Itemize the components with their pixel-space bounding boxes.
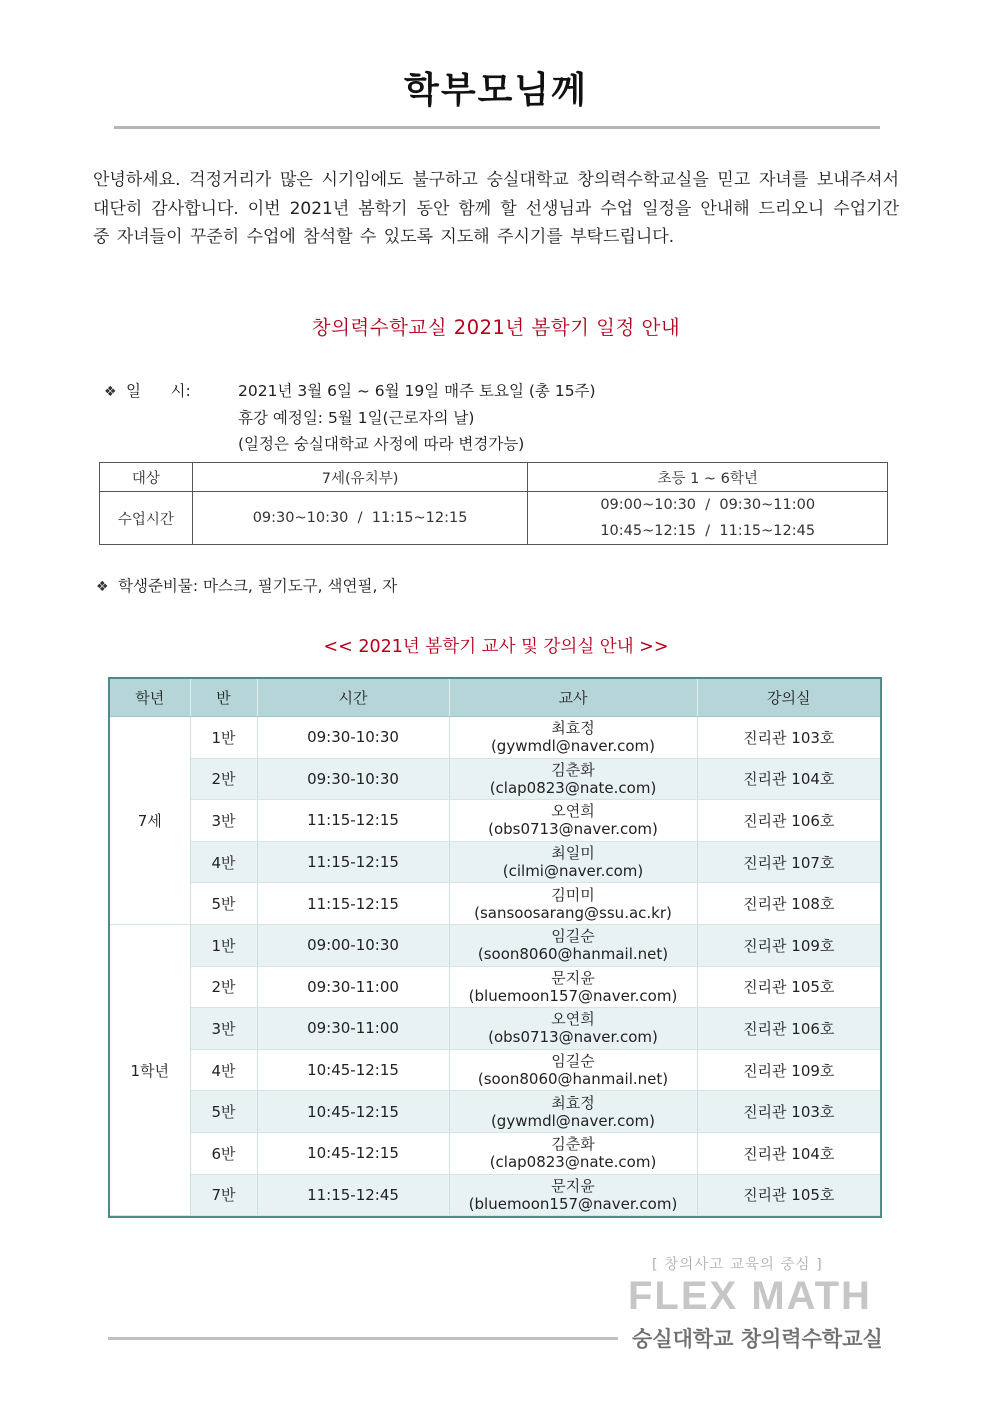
room-cell: 진리관 108호 xyxy=(697,883,880,925)
class-cell: 2반 xyxy=(190,966,257,1008)
teacher-cell xyxy=(449,1049,697,1091)
time-cell: 11:15-12:15 xyxy=(257,841,449,883)
room-cell: 진리관 104호 xyxy=(697,758,880,800)
time-cell: 10:45-12:15 xyxy=(257,1132,449,1174)
room-cell: 진리관 109호 xyxy=(697,1049,880,1091)
elementary-times xyxy=(528,492,888,545)
class-cell: 4반 xyxy=(190,841,257,883)
teacher-email: (clap0823@nate.com) xyxy=(489,778,657,797)
class-table-header xyxy=(110,679,880,717)
class-cell: 1반 xyxy=(190,924,257,966)
time-table-row xyxy=(100,492,888,545)
teacher-name: 최효정 xyxy=(551,1093,595,1112)
time-cell: 09:30-10:30 xyxy=(257,758,449,800)
table-row xyxy=(110,800,880,842)
class-cell: 7반 xyxy=(190,1174,257,1216)
teacher-cell xyxy=(449,924,697,966)
class-cell: 5반 xyxy=(190,1091,257,1133)
col-time-header: 시간 xyxy=(257,679,449,717)
time-cell: 09:30-11:00 xyxy=(257,1008,449,1050)
teacher-name: 문지윤 xyxy=(551,1176,595,1195)
room-cell: 진리관 106호 xyxy=(697,800,880,842)
schedule-date-row xyxy=(104,378,596,405)
organization-name: 숭실대학교 창의력수학교실 xyxy=(632,1327,883,1351)
time-cell: 09:30-11:00 xyxy=(257,966,449,1008)
table-row xyxy=(110,924,880,966)
teacher-email: (sansoosarang@ssu.ac.kr) xyxy=(474,903,672,922)
teacher-email: (obs0713@naver.com) xyxy=(488,820,658,839)
footer-divider xyxy=(108,1337,618,1340)
teacher-name: 김춘화 xyxy=(551,1135,595,1154)
teacher-name: 문지윤 xyxy=(551,968,595,987)
table-row xyxy=(110,1091,880,1133)
time-cell: 09:30-10:30 xyxy=(257,717,449,759)
teacher-cell xyxy=(449,717,697,759)
teacher-name: 오연희 xyxy=(551,1010,595,1029)
teacher-cell xyxy=(449,1174,697,1216)
schedule-label: 일 시: xyxy=(126,382,191,400)
class-section-title: << 2021년 봄학기 교사 및 강의실 안내 >> xyxy=(323,637,669,657)
bullet-icon: ❖ xyxy=(104,384,117,400)
teacher-email: (obs0713@naver.com) xyxy=(488,1028,658,1047)
room-cell: 진리관 103호 xyxy=(697,717,880,759)
table-row xyxy=(110,841,880,883)
room-cell: 진리관 105호 xyxy=(697,1174,880,1216)
teacher-email: (bluemoon157@naver.com) xyxy=(468,986,678,1005)
schedule-holiday: 휴강 예정일: 5월 1일(근로자의 날) xyxy=(238,409,475,427)
teacher-cell xyxy=(449,800,697,842)
schedule-dates: 2021년 3월 6일 ~ 6월 19일 매주 토요일 (총 15주) xyxy=(238,382,596,400)
grade-cell: 1학년 xyxy=(110,924,190,1215)
grade-cell: 7세 xyxy=(110,717,190,925)
class-assignment-table xyxy=(110,679,880,1216)
class-cell: 3반 xyxy=(190,800,257,842)
intro-paragraph: 안녕하세요. 걱정거리가 많은 시기임에도 불구하고 숭실대학교 창의력수학교실을 믿고 자녀를 보내주셔서 대단히 감사합니다. 이번 2021년 봄학기 동안 함께 할 선생님과 수업 일정을 안내해 드리오니 수업기간 중 자녀들이 꾸준히 수업에 참석할 수 있도록 지도해 주시기를 부탁드립니다. xyxy=(93,170,899,247)
teacher-cell xyxy=(449,1091,697,1133)
flex-math-logo: FLEX MATH xyxy=(628,1274,872,1318)
header-kindergarten: 7세(유치부) xyxy=(192,463,528,492)
class-table-container xyxy=(108,677,882,1218)
table-row xyxy=(110,966,880,1008)
teacher-cell xyxy=(449,1008,697,1050)
class-cell: 5반 xyxy=(190,883,257,925)
title-divider xyxy=(114,126,880,129)
teacher-name: 임길순 xyxy=(551,927,595,946)
page-title: 학부모님께 xyxy=(404,70,588,111)
schedule-note-row xyxy=(104,431,596,457)
teacher-cell xyxy=(449,883,697,925)
teacher-cell xyxy=(449,1132,697,1174)
room-cell: 진리관 105호 xyxy=(697,966,880,1008)
col-grade-header: 학년 xyxy=(110,679,190,717)
room-cell: 진리관 109호 xyxy=(697,924,880,966)
schedule-section-title: 창의력수학교실 2021년 봄학기 일정 안내 xyxy=(311,316,681,339)
header-target: 대상 xyxy=(100,463,193,492)
kindergarten-times: 09:30~10:30 / 11:15~12:15 xyxy=(192,492,528,545)
schedule-block xyxy=(104,378,596,457)
time-cell: 11:15-12:15 xyxy=(257,800,449,842)
elementary-times-line1: 09:00~10:30 / 09:30~11:00 xyxy=(600,497,816,513)
teacher-name: 임길순 xyxy=(551,1052,595,1071)
time-cell: 09:00-10:30 xyxy=(257,924,449,966)
table-row xyxy=(110,1132,880,1174)
time-table-header xyxy=(100,463,888,492)
teacher-cell xyxy=(449,841,697,883)
teacher-cell xyxy=(449,758,697,800)
class-time-table xyxy=(99,462,888,545)
brand-tagline: [ 창의사고 교육의 중심 ] xyxy=(652,1257,823,1273)
schedule-holiday-row xyxy=(104,405,596,431)
teacher-email: (gywmdl@naver.com) xyxy=(490,737,656,756)
table-row xyxy=(110,883,880,925)
col-class-header: 반 xyxy=(190,679,257,717)
supplies-line xyxy=(96,574,397,596)
time-cell: 10:45-12:15 xyxy=(257,1091,449,1133)
teacher-email: (cilmi@naver.com) xyxy=(502,862,644,881)
bullet-icon: ❖ xyxy=(96,579,109,595)
teacher-email: (gywmdl@naver.com) xyxy=(490,1111,656,1130)
table-row xyxy=(110,717,880,759)
class-cell: 4반 xyxy=(190,1049,257,1091)
teacher-email: (bluemoon157@naver.com) xyxy=(468,1194,678,1213)
room-cell: 진리관 104호 xyxy=(697,1132,880,1174)
class-cell: 1반 xyxy=(190,717,257,759)
teacher-name: 최효정 xyxy=(551,719,595,738)
teacher-name: 김춘화 xyxy=(551,760,595,779)
table-row xyxy=(110,1049,880,1091)
supplies-text: 학생준비물: 마스크, 필기도구, 색연필, 자 xyxy=(118,577,398,595)
table-row xyxy=(110,1174,880,1216)
teacher-cell xyxy=(449,966,697,1008)
col-room-header: 강의실 xyxy=(697,679,880,717)
time-cell: 11:15-12:15 xyxy=(257,883,449,925)
room-cell: 진리관 107호 xyxy=(697,841,880,883)
room-cell: 진리관 106호 xyxy=(697,1008,880,1050)
room-cell: 진리관 103호 xyxy=(697,1091,880,1133)
elementary-times-line2: 10:45~12:15 / 11:15~12:45 xyxy=(600,523,816,539)
teacher-name: 김미미 xyxy=(551,885,595,904)
table-row xyxy=(110,1008,880,1050)
col-teacher-header: 교사 xyxy=(449,679,697,717)
class-table-body xyxy=(110,717,880,1216)
teacher-email: (soon8060@hanmail.net) xyxy=(477,1070,669,1089)
schedule-note: (일정은 숭실대학교 사정에 따라 변경가능) xyxy=(238,435,525,453)
class-cell: 2반 xyxy=(190,758,257,800)
teacher-name: 오연희 xyxy=(551,802,595,821)
time-cell: 10:45-12:15 xyxy=(257,1049,449,1091)
time-cell: 11:15-12:45 xyxy=(257,1174,449,1216)
teacher-email: (clap0823@nate.com) xyxy=(489,1153,657,1172)
teacher-email: (soon8060@hanmail.net) xyxy=(477,945,669,964)
class-cell: 6반 xyxy=(190,1132,257,1174)
header-elementary: 초등 1 ~ 6학년 xyxy=(528,463,888,492)
class-cell: 3반 xyxy=(190,1008,257,1050)
row-label-class-time: 수업시간 xyxy=(100,492,193,545)
teacher-name: 최일미 xyxy=(551,844,595,863)
table-row xyxy=(110,758,880,800)
